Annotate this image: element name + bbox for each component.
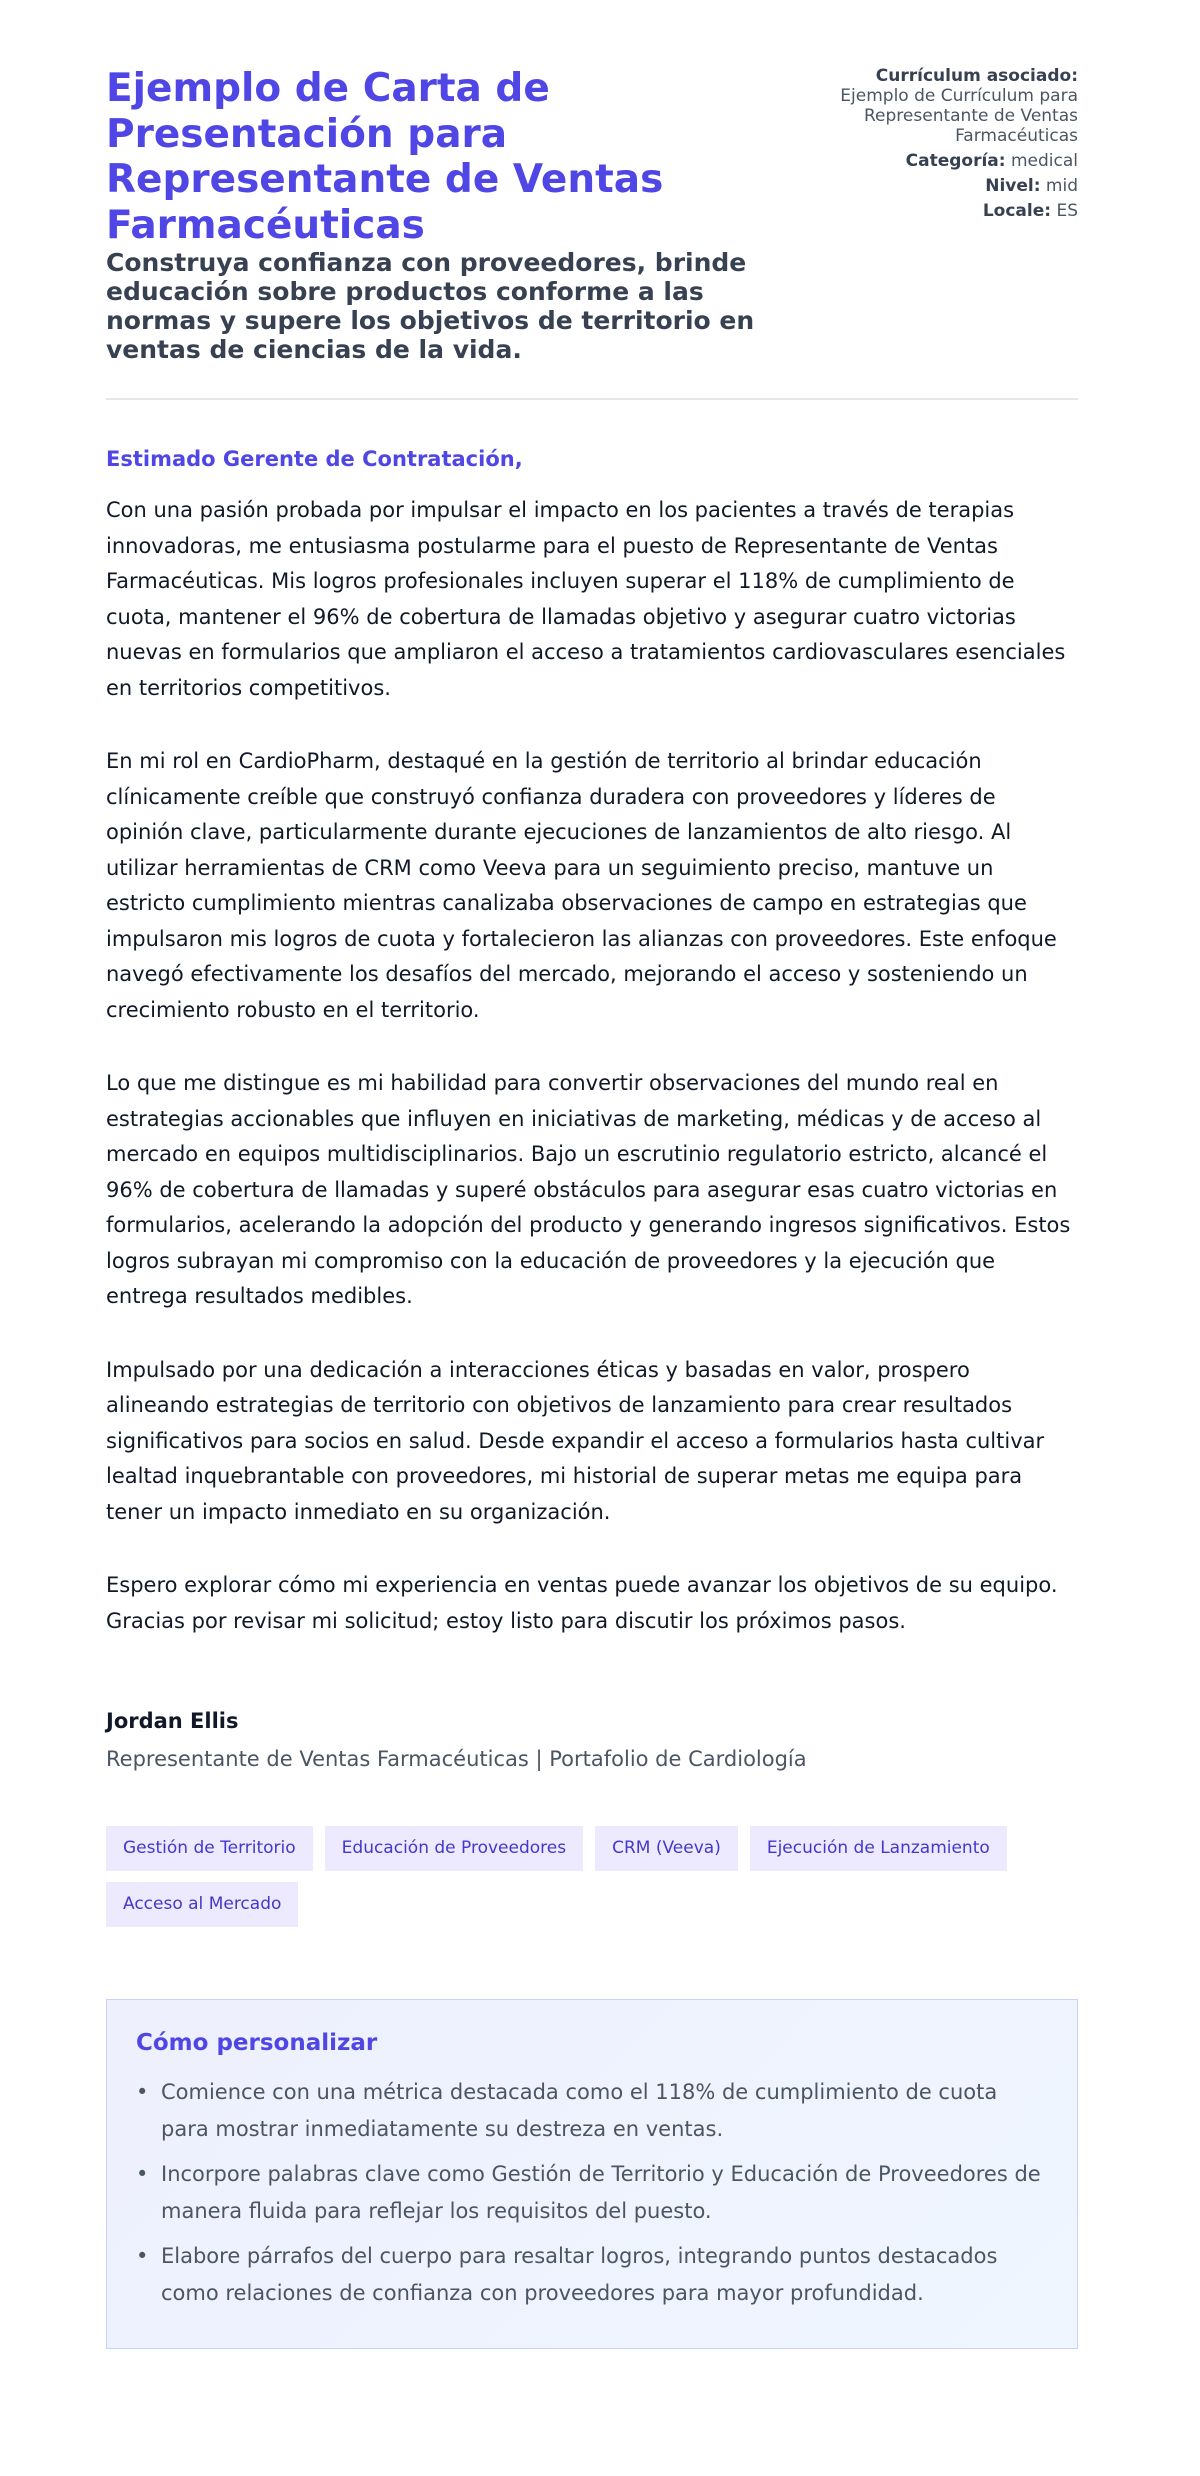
skill-tag: Acceso al Mercado	[106, 1882, 298, 1927]
meta-resume-link[interactable]: Ejemplo de Currículum para Representante de Ventas Farmacéuticas	[840, 86, 1078, 146]
letter-greeting: Estimado Gerente de Contratación,	[106, 447, 523, 471]
meta-category-label: Categoría:	[905, 151, 1006, 171]
cover-letter-page	[106, 64, 1078, 2349]
tip-item: • Elabore párrafos del cuerpo para resaltar logros, integrando puntos destacados como relaciones de confianza con proveedores para mayor profundidad.	[136, 2238, 1048, 2311]
letter-paragraph: Espero explorar cómo mi experiencia en ventas puede avanzar los objetivos de su equipo. Gracias por revisar mi solicitud; estoy listo para discutir los próximos pasos.	[106, 1573, 1058, 1633]
signature-name: Jordan Ellis	[106, 1709, 239, 1733]
meta-locale	[818, 201, 1078, 221]
page-header	[106, 64, 1078, 364]
meta-level	[818, 176, 1078, 196]
letter-paragraph: Con una pasión probada por impulsar el impacto en los pacientes a través de terapias innovadoras, me entusiasma postularme para el puesto de Representante de Ventas Farmacéuticas. Mis logros profesionales incluyen superar el 118% de cumplimiento de cuota, mantener el 96% de cobertura de llamadas objetivo y asegurar cuatro victorias nuevas en formularios que ampliaron el acceso a tratamientos cardiovasculares esenciales en territorios competitivos.	[106, 498, 1066, 700]
meta-level-label: Nivel:	[985, 176, 1041, 196]
meta-locale-label: Locale:	[982, 201, 1052, 221]
letter-paragraph: En mi rol en CardioPharm, destaqué en la gestión de territorio al brindar educación clínicamente creíble que construyó confianza duradera con proveedores y líderes de opinión clave, particularmente durante ejecuciones de lanzamientos de alto riesgo. Al utilizar herramientas de CRM como Veeva para un seguimiento preciso, mantuve un estricto cumplimiento mientras canalizaba observaciones de campo en estrategias que impulsaron mis logros de cuota y fortalecieron las alianzas con proveedores. Este enfoque navegó efectivamente los desafíos del mercado, mejorando el acceso y sosteniendo un crecimiento robusto en el territorio.	[106, 749, 1057, 1022]
signature-title: Representante de Ventas Farmacéuticas | Portafolio de Cardiología	[106, 1747, 807, 1771]
skill-tag: Educación de Proveedores	[325, 1826, 583, 1871]
meta-resume	[818, 66, 1078, 146]
tips-list	[136, 2074, 1048, 2311]
skill-tag: CRM (Veeva)	[595, 1826, 738, 1871]
letter-paragraph: Impulsado por una dedicación a interacciones éticas y basadas en valor, prospero alineando estrategias de territorio con objetivos de lanzamiento para crear resultados significativos para socios en salud. Desde expandir el acceso a formularios hasta cultivar lealtad inquebrantable con proveedores, mi historial de superar metas me equipa para tener un impacto inmediato en su organización.	[106, 1357, 1045, 1524]
skill-tags	[106, 1826, 1078, 1927]
header-divider	[106, 398, 1078, 400]
tips-heading: Cómo personalizar	[136, 2030, 378, 2056]
tip-item: • Incorpore palabras clave como Gestión de Territorio y Educación de Proveedores de manera fluida para reflejar los requisitos del puesto.	[136, 2156, 1048, 2229]
meta-panel	[818, 66, 1078, 226]
skill-tag: Gestión de Territorio	[106, 1826, 313, 1871]
meta-category-value: medical	[1010, 151, 1078, 171]
meta-level-value: mid	[1045, 176, 1078, 196]
header-titles	[106, 64, 786, 364]
meta-resume-label: Currículum asociado:	[875, 66, 1078, 86]
customization-tips-box	[106, 1999, 1078, 2349]
tip-item: • Comience con una métrica destacada como el 118% de cumplimiento de cuota para mostrar inmediatamente su destreza en ventas.	[136, 2074, 1048, 2147]
page-subtitle: Construya confianza con proveedores, brinde educación sobre productos conforme a las normas y supere los objetivos de territorio en ventas de ciencias de la vida.	[106, 248, 755, 364]
letter-paragraph: Lo que me distingue es mi habilidad para convertir observaciones del mundo real en estrategias accionables que influyen en iniciativas de marketing, médicas y de acceso al mercado en equipos multidisciplinarios. Bajo un escrutinio regulatorio estricto, alcancé el 96% de cobertura de llamadas y superé obstáculos para asegurar esas cuatro victorias en formularios, acelerando la adopción del producto y generando ingresos significativos. Estos logros subrayan mi compromiso con la educación de proveedores y la ejecución que entrega resultados medibles.	[106, 1071, 1071, 1308]
meta-locale-value: ES	[1056, 201, 1078, 221]
meta-category	[818, 151, 1078, 171]
skill-tag: Ejecución de Lanzamiento	[750, 1826, 1007, 1871]
page-title: Ejemplo de Carta de Presentación para Representante de Ventas Farmacéuticas	[106, 66, 664, 248]
